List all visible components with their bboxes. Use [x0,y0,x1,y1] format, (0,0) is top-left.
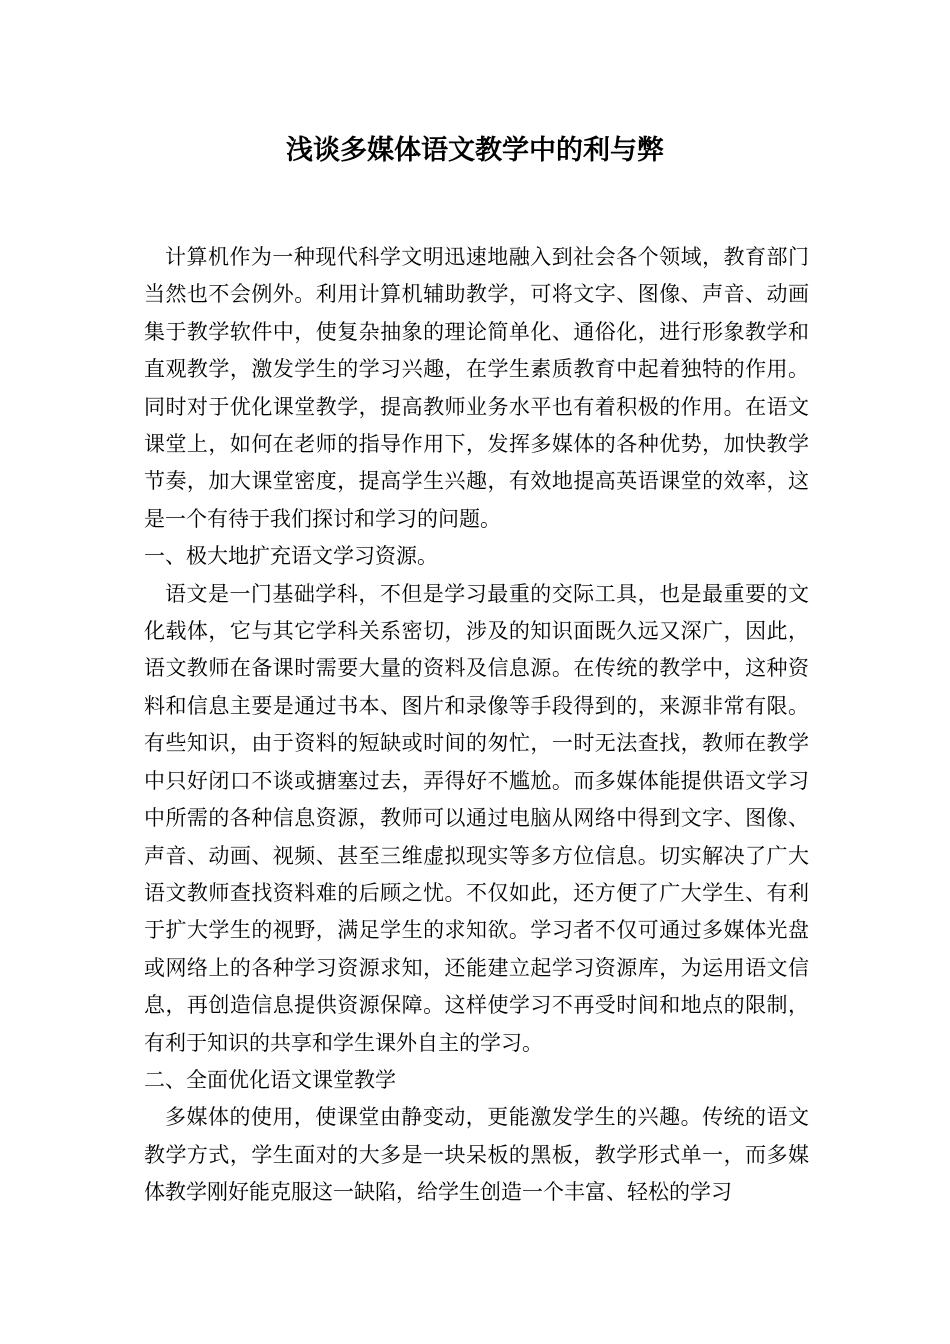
paragraph-intro: 计算机作为一种现代科学文明迅速地融入到社会各个领域，教育部门当然也不会例外。利用计算机辅助教学，可将文字、图像、声音、动画集于教学软件中，使复杂抽象的理论简单化、通俗化，进行形象教学和直观教学，激发学生的学习兴趣，在学生素质教育中起着独特的作用。同时对于优化课堂教学，提高教师业务水平也有着积极的作用。在语文课堂上，如何在老师的指导作用下，发挥多媒体的各种优势，加快教学节奏，加大课堂密度，提高学生兴趣，有效地提高英语课堂的效率，这是一个有待于我们探讨和学习的问题。 [144,245,809,531]
paragraph-section-2: 多媒体的使用，使课堂由静变动，更能激发学生的兴趣。传统的语文教学方式，学生面对的大多是一块呆板的黑板，教学形式单一，而多媒体教学刚好能克服这一缺陷，给学生创造一个丰富、轻松的学习 [144,1105,809,1205]
section-heading-1: 一、极大地扩充语文学习资源。 [144,544,438,569]
section-heading-2: 二、全面优化语文课堂教学 [144,1067,396,1092]
paragraph-section-1: 语文是一门基础学科，不但是学习最重的交际工具，也是最重要的文化载体，它与其它学科关系密切，涉及的知识面既久远又深广，因此，语文教师在备课时需要大量的资料及信息源。在传统的教学中，这种资料和信息主要是通过书本、图片和录像等手段得到的，来源非常有限。有些知识，由于资料的短缺或时间的匆忙，一时无法查找，教师在教学中只好闭口不谈或搪塞过去，弄得好不尴尬。而多媒体能提供语文学习中所需的各种信息资源，教师可以通过电脑从网络中得到文字、图像、声音、动画、视频、甚至三维虚拟现实等多方位信息。切实解决了广大语文教师查找资料难的后顾之忧。不仅如此，还方便了广大学生、有利于扩大学生的视野，满足学生的求知欲。学习者不仅可通过多媒体光盘或网络上的各种学习资源求知，还能建立起学习资源库，为运用语文信息，再创造信息提供资源保障。这样使学习不再受时间和地点的限制，有利于知识的共享和学生课外自主的学习。 [144,581,809,1055]
document-title: 浅谈多媒体语文教学中的利与弊 [286,135,664,166]
document-body [144,239,809,1212]
